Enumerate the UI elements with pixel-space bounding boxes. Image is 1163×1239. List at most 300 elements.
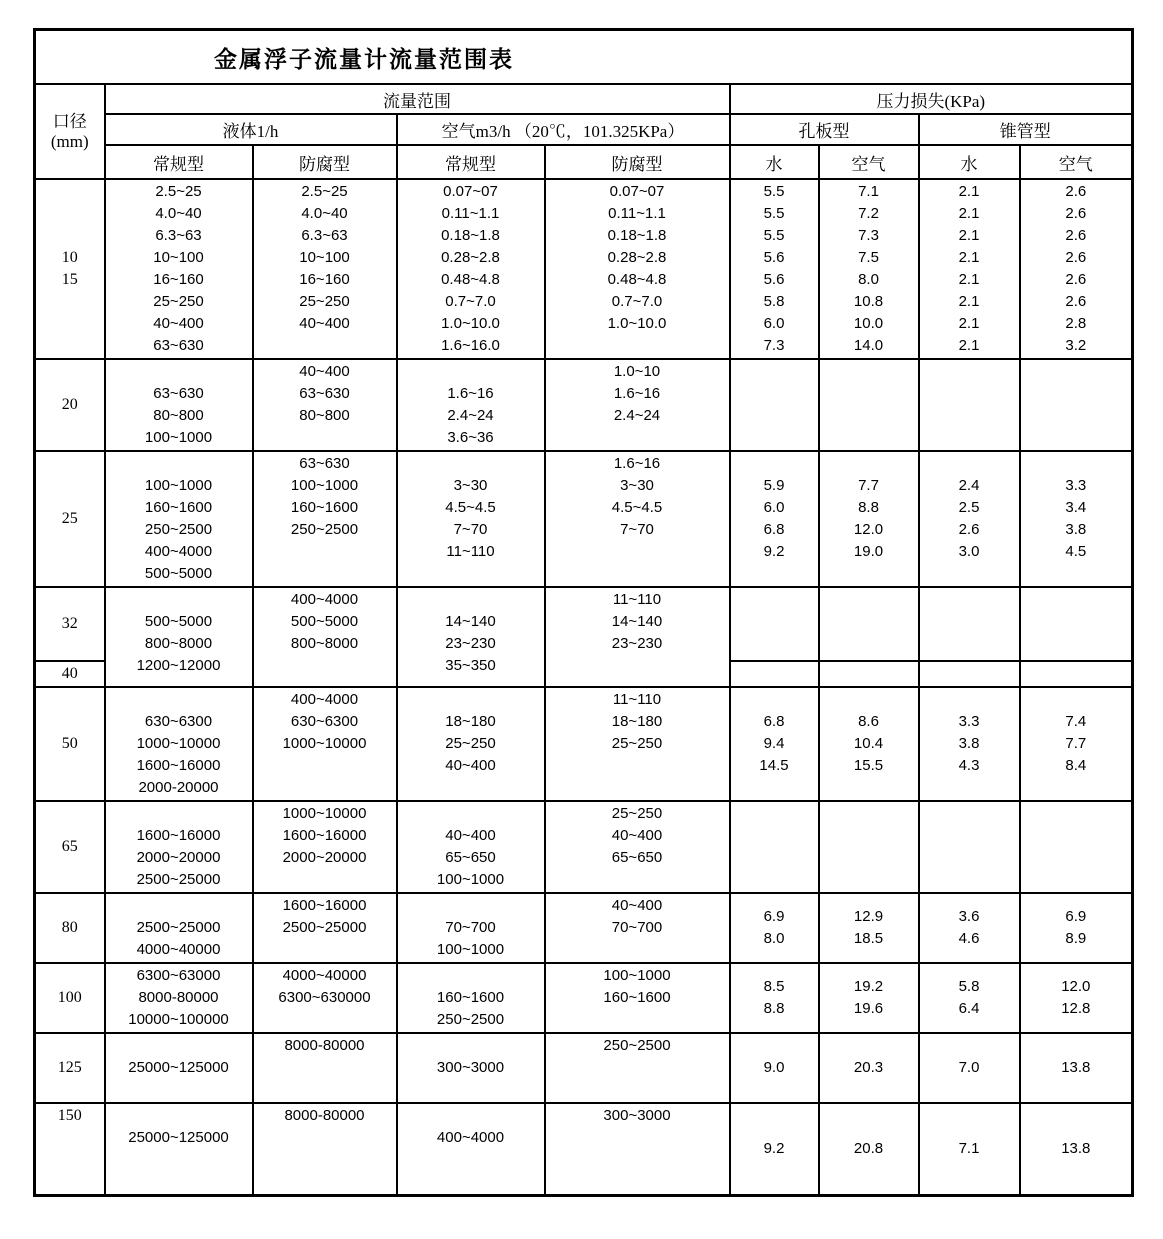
- cell-line: 10.0: [853, 315, 884, 332]
- cell-line: 40~400: [445, 827, 496, 844]
- bore-cell: [35, 587, 105, 661]
- cell-line: 10~100: [153, 249, 204, 266]
- cell-line: 6300~63000: [136, 967, 221, 984]
- cell-line: 63~630: [153, 337, 204, 354]
- cell-air-anticorrosive: [545, 1103, 730, 1196]
- cell-liquid-normal: [105, 1033, 253, 1103]
- cell-cone-water: [919, 893, 1020, 963]
- cell-line: 0.11~1.1: [441, 205, 500, 222]
- cell-line: [547, 427, 728, 449]
- cell-line: 2.4~24: [613, 407, 661, 424]
- cell-line: 9.2: [763, 1140, 785, 1157]
- cell-line: [399, 1105, 543, 1127]
- cell-line: 4000~40000: [282, 967, 367, 984]
- cell-line: 1200~12000: [136, 657, 221, 674]
- cell-line: 8.8: [858, 499, 879, 516]
- cell-line: [255, 1171, 395, 1193]
- cell-line: 25000~125000: [128, 1059, 229, 1076]
- cell-line: [255, 541, 395, 563]
- cell-line: 11~110: [446, 543, 495, 560]
- cell-line: 19.6: [853, 1000, 884, 1017]
- cell-line: 2.6: [958, 521, 980, 538]
- cell-line: 10000~100000: [128, 1011, 229, 1028]
- cell-line: 40~400: [153, 315, 204, 332]
- cell-line: 10: [61, 249, 78, 266]
- cell-line: 14~140: [445, 613, 496, 630]
- cell-line: 0.11~1.1: [608, 205, 666, 222]
- cell-line: [547, 1057, 728, 1079]
- cell-line: 3.0: [958, 543, 980, 560]
- cell-orifice-air: [819, 179, 919, 359]
- bore-cell: [35, 359, 105, 451]
- cell-line: 8.0: [858, 271, 879, 288]
- cell-line: [547, 541, 728, 563]
- cell-cone-air: [1020, 179, 1133, 359]
- bore-cell: [35, 451, 105, 587]
- cell-line: 11~110: [612, 591, 662, 608]
- cell-line: 65: [61, 838, 78, 855]
- cell-line: 100~1000: [436, 941, 505, 958]
- cell-cone-air: [1020, 893, 1133, 963]
- cell-line: 9.2: [763, 543, 785, 560]
- subheader-liq-normal: 常规型: [105, 145, 253, 179]
- cell-line: 8.0: [763, 930, 785, 947]
- cell-line: 400~4000: [436, 1129, 505, 1146]
- cell-orifice-water: [730, 801, 819, 893]
- cell-line: 15: [61, 271, 78, 288]
- cell-orifice-water: [730, 661, 819, 687]
- cell-air-anticorrosive: [545, 801, 730, 893]
- cell-line: 3.2: [1065, 337, 1087, 354]
- cell-line: 2.5~25: [301, 183, 348, 200]
- cell-line: 5.8: [958, 978, 980, 995]
- cell-cone-water: [919, 687, 1020, 801]
- cell-line: 7.3: [763, 337, 785, 354]
- cell-line: 4.5~4.5: [611, 499, 663, 516]
- cell-line: [732, 563, 817, 585]
- cell-line: 7.1: [858, 183, 879, 200]
- cell-air-normal: [397, 893, 545, 963]
- cell-line: 7.3: [858, 227, 879, 244]
- cell-liquid-anticorrosive: [253, 893, 397, 963]
- cell-line: 0.18~1.8: [607, 227, 667, 244]
- table-title: 金属浮子流量计流量范围表: [35, 30, 1133, 85]
- cell-line: 23~230: [611, 635, 663, 652]
- cell-line: 500~5000: [144, 613, 213, 630]
- cell-line: [547, 655, 728, 677]
- cell-line: 12.0: [853, 521, 884, 538]
- cell-line: 2500~25000: [136, 919, 221, 936]
- subheader-air-anti: 防腐型: [545, 145, 730, 179]
- cell-line: 25: [61, 510, 78, 527]
- cell-line: 5.5: [763, 205, 785, 222]
- cell-line: 2.6: [1065, 271, 1087, 288]
- cell-line: 3.8: [1065, 521, 1087, 538]
- cell-line: 23~230: [445, 635, 496, 652]
- cell-air-normal: [397, 963, 545, 1033]
- bore-cell: [35, 801, 105, 893]
- cell-line: 5.6: [763, 249, 785, 266]
- cell-line: 18.5: [853, 930, 884, 947]
- cell-line: 100: [57, 989, 82, 1006]
- cell-line: [107, 1035, 251, 1057]
- cell-line: 40: [61, 665, 78, 682]
- cell-line: 40~400: [299, 315, 350, 332]
- cell-line: 400~4000: [290, 691, 359, 708]
- cell-line: [399, 1171, 543, 1193]
- cell-line: [921, 563, 1018, 585]
- cell-line: 100~1000: [144, 429, 213, 446]
- cell-line: 40~400: [611, 897, 663, 914]
- cell-line: [107, 1105, 251, 1127]
- cell-line: [547, 1171, 728, 1193]
- cell-line: 18~180: [611, 713, 663, 730]
- cell-line: [399, 361, 543, 383]
- cell-line: 2.5~25: [155, 183, 202, 200]
- cell-line: 800~8000: [290, 635, 359, 652]
- cell-cone-water: [919, 801, 1020, 893]
- cell-orifice-water: [730, 179, 819, 359]
- cell-line: 1.6~16: [447, 385, 494, 402]
- cell-line: 160~1600: [436, 989, 505, 1006]
- cell-line: [547, 1009, 728, 1031]
- cell-line: 7.1: [958, 1140, 980, 1157]
- cell-line: 3~30: [620, 477, 654, 494]
- cell-liquid-normal: [105, 893, 253, 963]
- cell-liquid-normal: [105, 963, 253, 1033]
- cell-line: 1000~10000: [136, 735, 221, 752]
- cell-line: [255, 427, 395, 449]
- cell-line: 100~1000: [144, 477, 213, 494]
- cell-line: 0.07~07: [609, 183, 665, 200]
- cell-line: 8.6: [858, 713, 879, 730]
- cell-line: 40~400: [445, 757, 496, 774]
- cell-line: 1.6~16.0: [441, 337, 500, 354]
- cell-line: 3.3: [958, 713, 980, 730]
- cell-cone-air: [1020, 1103, 1133, 1196]
- subheader-liq-anti: 防腐型: [253, 145, 397, 179]
- cell-air-anticorrosive: [545, 963, 730, 1033]
- cell-line: 25~250: [153, 293, 204, 310]
- cell-line: 0.48~4.8: [607, 271, 667, 288]
- cell-line: 13.8: [1061, 1059, 1091, 1076]
- cell-line: 2.1: [958, 271, 980, 288]
- cell-orifice-water: [730, 359, 819, 451]
- cell-line: 2.1: [958, 227, 980, 244]
- cell-line: 63~630: [153, 385, 204, 402]
- cell-air-normal: [397, 587, 545, 687]
- cell-line: 1000~10000: [282, 735, 367, 752]
- cell-line: 100~1000: [603, 967, 671, 984]
- cell-cone-air: [1020, 1033, 1133, 1103]
- cell-line: 6.9: [1065, 908, 1087, 925]
- cell-line: 8000-80000: [284, 1107, 365, 1124]
- cell-line: 7.5: [858, 249, 879, 266]
- cell-liquid-normal: [105, 451, 253, 587]
- cell-line: 1600~16000: [136, 827, 221, 844]
- bore-cell: [35, 963, 105, 1033]
- cell-line: 4.5~4.5: [445, 499, 496, 516]
- cell-air-anticorrosive: [545, 359, 730, 451]
- cell-line: 8000-80000: [284, 1037, 365, 1054]
- cell-line: 100~1000: [290, 477, 359, 494]
- bore-cell: [35, 1033, 105, 1103]
- cell-line: 8.9: [1065, 930, 1087, 947]
- cell-line: 3.3: [1065, 477, 1087, 494]
- cell-line: 7.4: [1065, 713, 1087, 730]
- cell-line: 7.7: [1065, 735, 1087, 752]
- cell-line: 0.28~2.8: [441, 249, 500, 266]
- cell-cone-air: [1020, 661, 1133, 687]
- cell-orifice-water: [730, 963, 819, 1033]
- cell-line: 300~3000: [436, 1059, 505, 1076]
- cell-line: [399, 1079, 543, 1101]
- cell-line: 18~180: [445, 713, 496, 730]
- cell-line: [399, 563, 543, 585]
- cell-line: 65~650: [611, 849, 663, 866]
- cell-line: 0.07~07: [443, 183, 498, 200]
- cell-air-normal: [397, 801, 545, 893]
- cell-air-normal: [397, 179, 545, 359]
- cell-line: [255, 869, 395, 891]
- cell-line: 63~630: [299, 455, 350, 472]
- cell-line: [255, 1057, 395, 1079]
- cell-line: 2500~25000: [282, 919, 367, 936]
- cell-line: [547, 1127, 728, 1149]
- cell-line: 1.6~16: [613, 385, 661, 402]
- cell-line: 80~800: [153, 407, 204, 424]
- cell-line: 6.9: [763, 908, 785, 925]
- cell-liquid-normal: [105, 359, 253, 451]
- cell-line: 20.8: [853, 1140, 884, 1157]
- subheader-orifice-air: 空气: [819, 145, 919, 179]
- cell-line: 400~4000: [144, 543, 213, 560]
- cell-air-normal: [397, 451, 545, 587]
- cell-cone-air: [1020, 801, 1133, 893]
- cell-line: 6.3~63: [301, 227, 348, 244]
- cell-line: [107, 689, 251, 711]
- cell-line: 2.6: [1065, 249, 1087, 266]
- cell-line: [821, 563, 917, 585]
- cell-cone-water: [919, 661, 1020, 687]
- cell-line: 250~2500: [144, 521, 213, 538]
- cell-line: 160~1600: [603, 989, 671, 1006]
- cell-orifice-air: [819, 801, 919, 893]
- cell-line: 50: [61, 735, 78, 752]
- cell-line: 14.5: [759, 757, 789, 774]
- cell-line: [547, 1149, 728, 1171]
- subheader-cone-air: 空气: [1020, 145, 1133, 179]
- header-flow-range: 流量范围: [105, 84, 730, 114]
- cell-line: 20.3: [853, 1059, 884, 1076]
- cell-line: 1.0~10.0: [607, 315, 667, 332]
- cell-line: 3.4: [1065, 499, 1087, 516]
- cell-line: 7~70: [620, 521, 654, 538]
- cell-liquid-anticorrosive: [253, 359, 397, 451]
- cell-line: 250~2500: [436, 1011, 505, 1028]
- cell-line: 2.6: [1065, 205, 1087, 222]
- cell-line: [107, 1171, 251, 1193]
- cell-line: 8.5: [763, 978, 785, 995]
- cell-orifice-water: [730, 587, 819, 661]
- cell-line: 630~6300: [144, 713, 213, 730]
- cell-liquid-anticorrosive: [253, 1103, 397, 1196]
- cell-cone-air: [1020, 687, 1133, 801]
- cell-line: [255, 1079, 395, 1101]
- cell-liquid-anticorrosive: [253, 687, 397, 801]
- cell-line: 5.9: [763, 477, 785, 494]
- cell-line: 8000-80000: [138, 989, 219, 1006]
- cell-line: [399, 803, 543, 825]
- cell-line: 2000~20000: [282, 849, 367, 866]
- cell-line: 4.3: [958, 757, 980, 774]
- cell-line: 6.8: [763, 713, 785, 730]
- cell-air-normal: [397, 1103, 545, 1196]
- cell-line: 7.2: [858, 205, 879, 222]
- cell-line: 630~6300: [290, 713, 359, 730]
- cell-line: 2.1: [958, 293, 980, 310]
- cell-line: 9.0: [763, 1059, 785, 1076]
- cell-line: 4.5: [1065, 543, 1087, 560]
- cell-line: 3.8: [958, 735, 980, 752]
- cell-liquid-normal: [105, 1103, 253, 1196]
- cell-line: [255, 1127, 395, 1149]
- cell-line: 3.6: [958, 908, 980, 925]
- cell-line: 40~400: [299, 363, 350, 380]
- cell-line: [399, 1035, 543, 1057]
- cell-line: 6.4: [958, 1000, 980, 1017]
- cell-line: [547, 939, 728, 961]
- cell-line: 2.6: [1065, 183, 1087, 200]
- cell-line: 10.4: [853, 735, 884, 752]
- cell-line: [107, 1149, 251, 1171]
- cell-line: [547, 335, 728, 357]
- cell-line: 0.48~4.8: [441, 271, 500, 288]
- cell-line: 4.0~40: [155, 205, 202, 222]
- cell-line: 10~100: [299, 249, 350, 266]
- cell-cone-air: [1020, 451, 1133, 587]
- cell-line: [1022, 453, 1131, 475]
- cell-cone-air: [1020, 359, 1133, 451]
- header-orifice-type: 孔板型: [730, 114, 919, 145]
- cell-orifice-water: [730, 893, 819, 963]
- cell-line: 0.7~7.0: [611, 293, 663, 310]
- cell-line: 4.0~40: [301, 205, 348, 222]
- cell-cone-water: [919, 587, 1020, 661]
- cell-line: 70~700: [445, 919, 496, 936]
- header-liquid: 液体1/h: [105, 114, 397, 145]
- cell-orifice-air: [819, 1103, 919, 1196]
- table-body: [35, 179, 1133, 1196]
- cell-liquid-anticorrosive: [253, 963, 397, 1033]
- cell-line: 12.9: [853, 908, 884, 925]
- cell-line: 70~700: [611, 919, 663, 936]
- cell-orifice-water: [730, 1033, 819, 1103]
- cell-line: 7~70: [453, 521, 488, 538]
- cell-air-anticorrosive: [545, 893, 730, 963]
- cell-orifice-air: [819, 359, 919, 451]
- cell-line: 125: [57, 1059, 82, 1076]
- cell-line: 2.6: [1065, 227, 1087, 244]
- cell-line: 500~5000: [290, 613, 359, 630]
- cell-line: 2500~25000: [136, 871, 221, 888]
- cell-air-normal: [397, 687, 545, 801]
- cell-line: 3.6~36: [447, 429, 494, 446]
- cell-line: 16~160: [153, 271, 204, 288]
- cell-orifice-air: [819, 963, 919, 1033]
- cell-orifice-air: [819, 893, 919, 963]
- cell-line: 8.8: [763, 1000, 785, 1017]
- cell-line: [255, 655, 395, 677]
- cell-cone-air: [1020, 587, 1133, 661]
- cell-line: [107, 361, 251, 383]
- cell-orifice-air: [819, 451, 919, 587]
- cell-line: [255, 1009, 395, 1031]
- bore-cell: [35, 1103, 105, 1196]
- header-bore: [35, 84, 105, 179]
- cell-line: [547, 563, 728, 585]
- cell-line: 2.1: [958, 249, 980, 266]
- cell-line: 2.4~24: [447, 407, 494, 424]
- cell-line: 19.2: [853, 978, 884, 995]
- cell-line: 2.1: [958, 337, 980, 354]
- cell-line: 8.4: [1065, 757, 1087, 774]
- cell-line: 1.0~10: [613, 363, 661, 380]
- cell-line: [399, 453, 543, 475]
- cell-orifice-air: [819, 661, 919, 687]
- cell-line: 80~800: [299, 407, 350, 424]
- cell-line: 2.1: [958, 205, 980, 222]
- cell-line: [399, 965, 543, 987]
- cell-line: 14.0: [853, 337, 884, 354]
- cell-line: 13.8: [1061, 1140, 1091, 1157]
- cell-air-anticorrosive: [545, 687, 730, 801]
- cell-orifice-water: [730, 687, 819, 801]
- cell-line: 4000~40000: [136, 941, 221, 958]
- cell-orifice-air: [819, 687, 919, 801]
- cell-line: 1600~16000: [282, 827, 367, 844]
- cell-air-anticorrosive: [545, 451, 730, 587]
- cell-line: 3~30: [453, 477, 488, 494]
- cell-line: [821, 453, 917, 475]
- cell-line: 300~3000: [603, 1107, 671, 1124]
- cell-line: 0.28~2.8: [607, 249, 667, 266]
- cell-line: 250~2500: [290, 521, 359, 538]
- cell-line: 19.0: [853, 543, 884, 560]
- cell-line: 5.5: [763, 183, 785, 200]
- cell-liquid-normal: [105, 587, 253, 687]
- bore-cell: [35, 893, 105, 963]
- header-cone-type: 锥管型: [919, 114, 1133, 145]
- cell-line: [255, 755, 395, 777]
- cell-line: 150: [57, 1107, 82, 1124]
- bore-cell: [35, 661, 105, 687]
- cell-line: [547, 869, 728, 891]
- cell-line: 20: [61, 396, 78, 413]
- cell-liquid-anticorrosive: [253, 179, 397, 359]
- cell-line: 400~4000: [290, 591, 359, 608]
- cell-line: 9.4: [763, 735, 785, 752]
- cell-line: 1.6~16: [613, 455, 661, 472]
- cell-air-anticorrosive: [545, 179, 730, 359]
- cell-line: 80: [61, 919, 78, 936]
- cell-line: 7.7: [858, 477, 879, 494]
- cell-line: [399, 895, 543, 917]
- subheader-air-normal: 常规型: [397, 145, 545, 179]
- cell-cone-water: [919, 963, 1020, 1033]
- cell-line: [255, 777, 395, 799]
- cell-line: 65~650: [445, 849, 496, 866]
